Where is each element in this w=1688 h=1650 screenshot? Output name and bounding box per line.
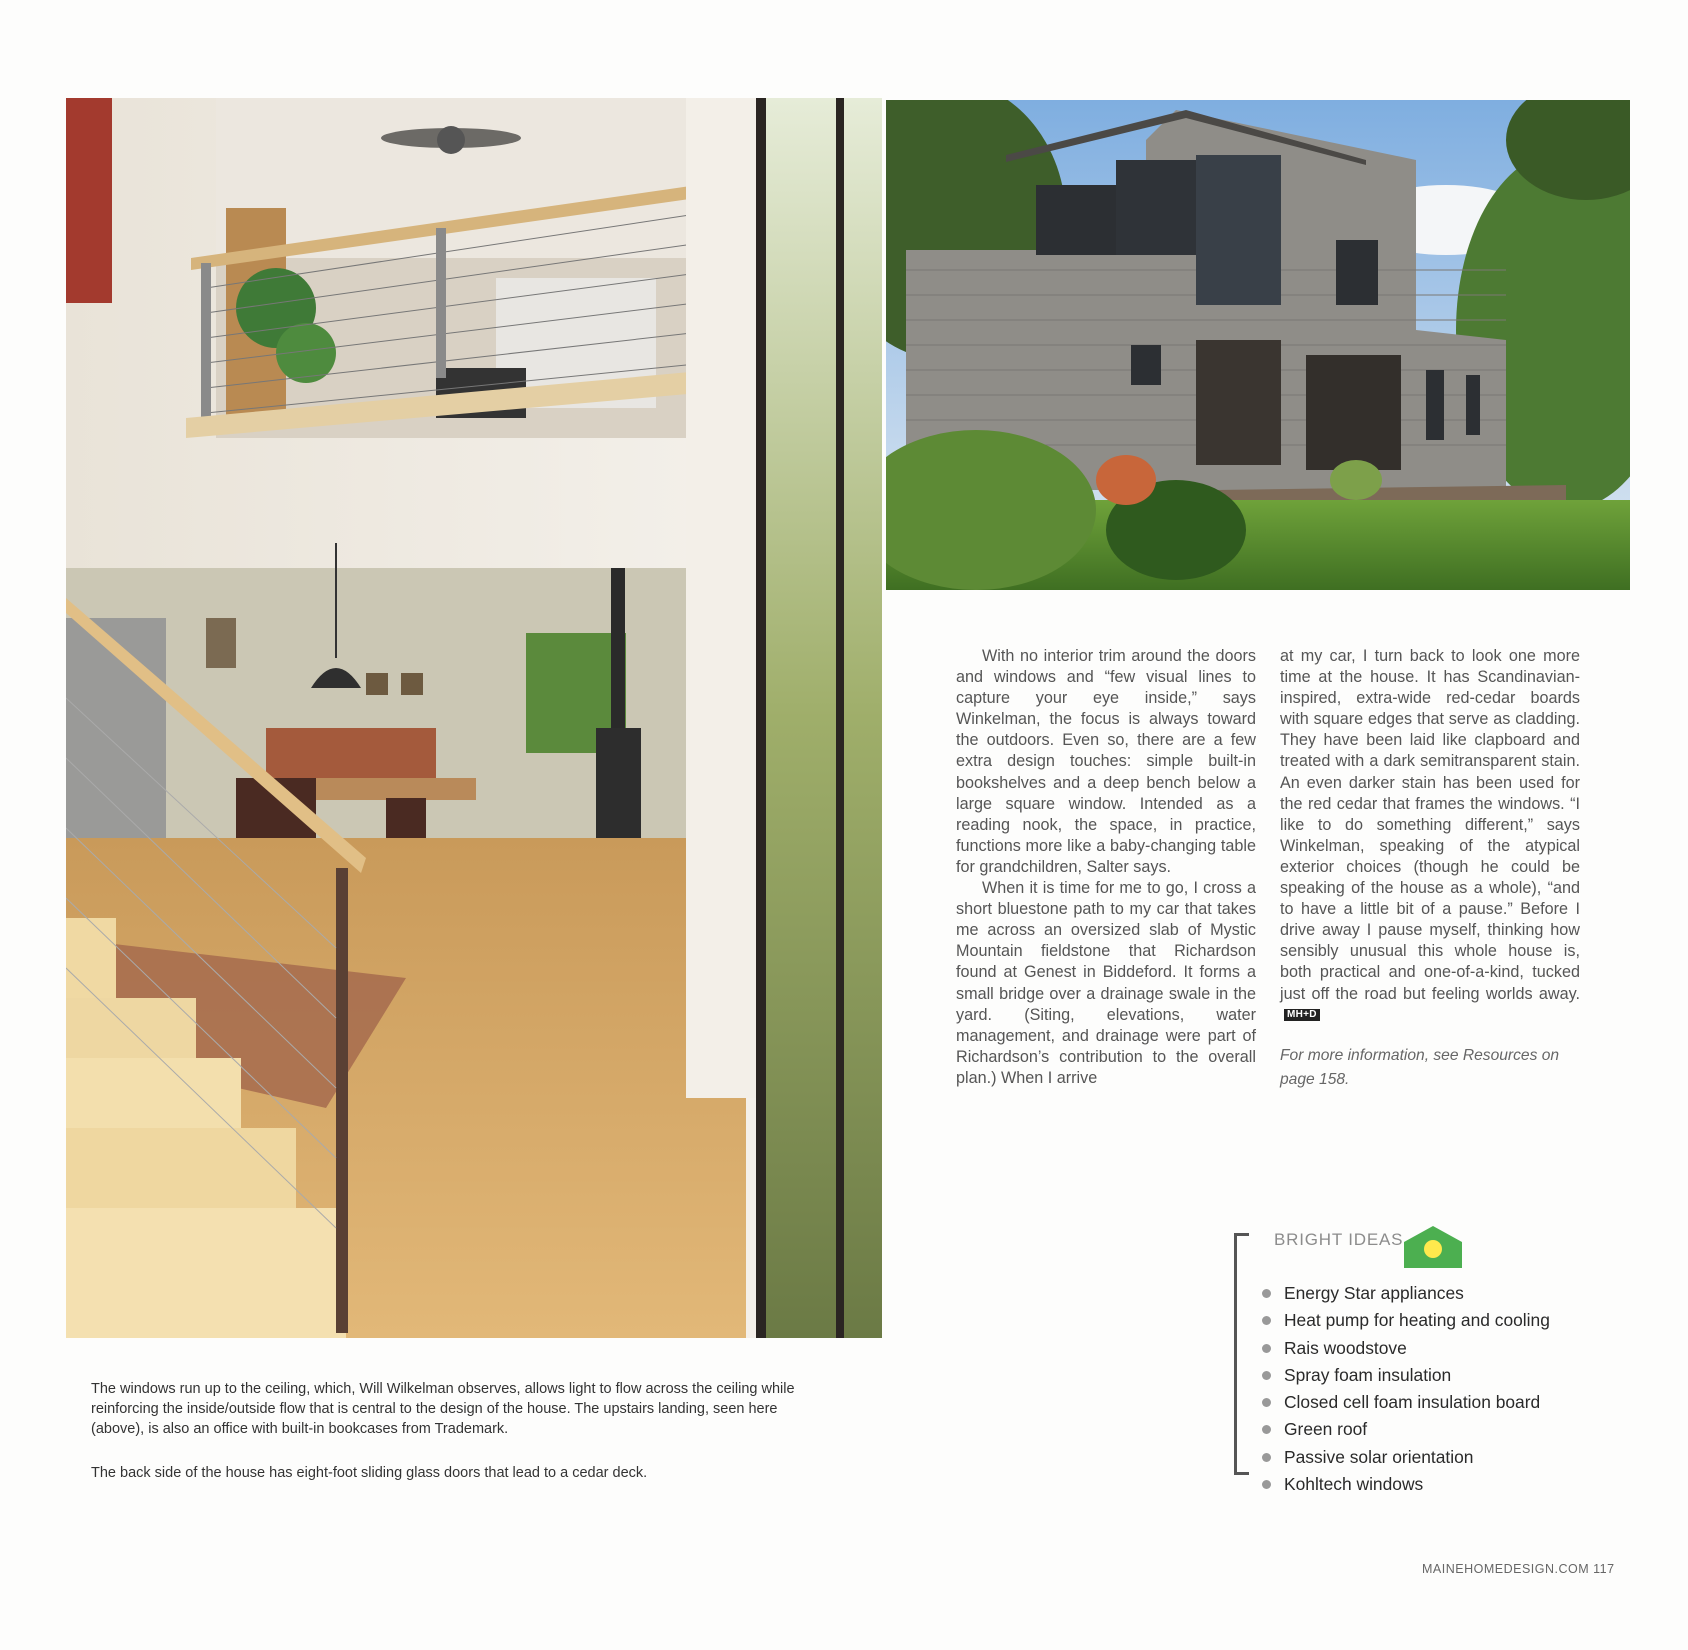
bright-ideas-box [1234, 1226, 1614, 1495]
exterior-photo [886, 100, 1630, 590]
exterior-caption: The back side of the house has eight-foot sliding glass doors that lead to a cedar deck. [91, 1465, 648, 1481]
bright-idea-item: Kohltech windows [1262, 1473, 1550, 1500]
resources-note: For more information, see Resources on page 158. [1280, 1046, 1560, 1088]
house-sun-icon [1404, 1226, 1462, 1268]
bracket-divider [1234, 1233, 1249, 1475]
photo-captions [91, 1379, 821, 1483]
interior-caption: The windows run up to the ceiling, which, Will Wilkelman observes, allows light to flow across the ceiling while reinforcing the inside/outside flow that is central to the design of the house. The upstairs landing, seen here (above), is also an office with built-in bookcases from Trademark. [91, 1381, 795, 1437]
article-paragraph-text: at my car, I turn back to look one more time at the house. It has Scandinavian-inspired, extra-wide red-cedar boards with square edges that serve as cladding. They have been laid like clapboard and treated with a dark semitransparent stain. An even darker stain has been used for the red cedar that frames the windows. “I like to do something different,” says Winkelman, speaking of the atypical exterior choices (though he could be speaking of the house as a whole), “and to have a little bit of a pause.” Before I drive away I pause myself, thinking how sensibly unusual this whole house is, both practical and one-of-a-kind, tucked just off the road but feeling worlds away. [1280, 647, 1580, 1003]
interior-photo [66, 98, 882, 1338]
page-folio: MAINEHOMEDESIGN.COM 117 [1422, 1562, 1615, 1576]
article-paragraph: With no interior trim around the doors and windows and “few visual lines to capture your eye inside,” says Winkelman, the focus is always toward the outdoors. Even so, there are a few extra design touches: simple built-in bookshelves and a deep bench below a large square window. Intended as a reading nook, the space, in practice, functions more like a baby-changing table for grandchildren, Salter says. [956, 647, 1256, 876]
article-column-right [1280, 646, 1580, 1092]
article-column-left [956, 646, 1256, 1089]
article-paragraph: When it is time for me to go, I cross a short bluestone path to my car that takes me across an oversized slab of Mystic Mountain fieldstone that Richardson found at Genest in Biddeford. It forms a small bridge over a drainage swale in the yard. (Siting, elevations, water management, and drainage were part of Richardson’s contribution to the overall plan.) When I arrive [956, 879, 1256, 1087]
bright-idea-item: Green roof [1262, 1418, 1550, 1445]
end-mark-badge: MH+D [1284, 1009, 1320, 1021]
bright-idea-item: Heat pump for heating and cooling [1262, 1309, 1550, 1336]
bright-ideas-title: BRIGHT IDEAS [1274, 1230, 1404, 1249]
bright-ideas-list [1262, 1282, 1550, 1500]
article-paragraph-end [1280, 646, 1580, 1026]
bright-idea-item: Passive solar orientation [1262, 1446, 1550, 1473]
bright-idea-item: Spray foam insulation [1262, 1364, 1550, 1391]
bright-idea-item: Energy Star appliances [1262, 1282, 1550, 1309]
bright-idea-item: Rais woodstove [1262, 1337, 1550, 1364]
bright-idea-item: Closed cell foam insulation board [1262, 1391, 1550, 1418]
